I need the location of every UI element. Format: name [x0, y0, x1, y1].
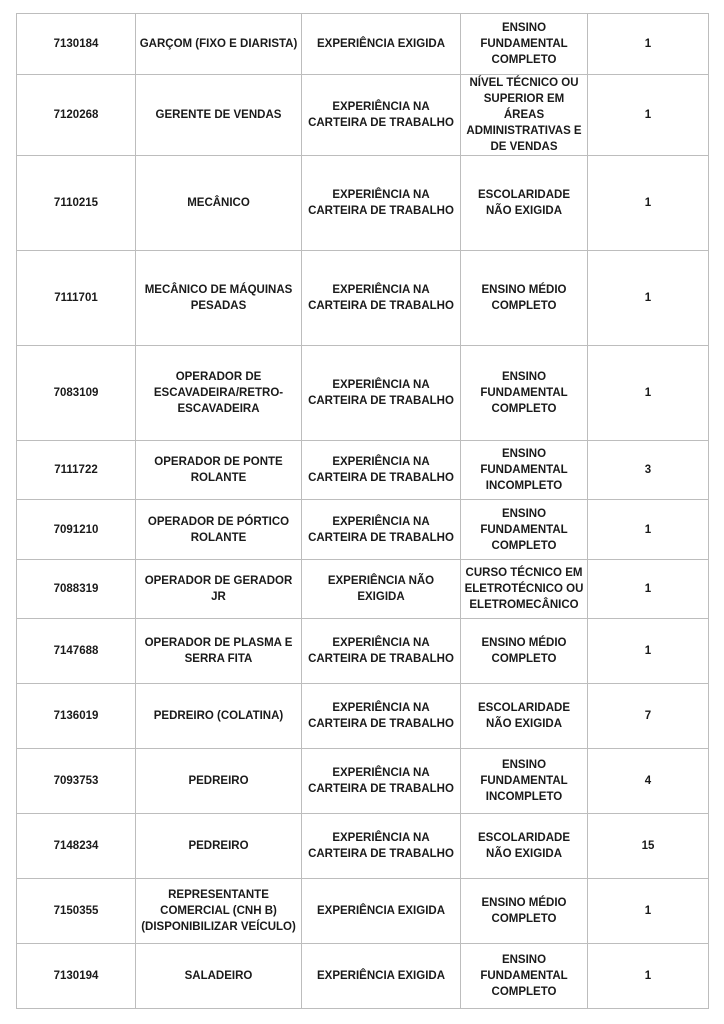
experience-requirement: EXPERIÊNCIA NA CARTEIRA DE TRABALHO [302, 500, 461, 560]
experience-requirement: EXPERIÊNCIA NA CARTEIRA DE TRABALHO [302, 619, 461, 684]
table-row [17, 944, 709, 1009]
table-row [17, 156, 709, 251]
table-row [17, 500, 709, 560]
vacancy-count: 7 [588, 684, 709, 749]
education-requirement: ENSINO FUNDAMENTAL COMPLETO [461, 14, 588, 75]
job-vacancies-table [16, 13, 709, 1009]
table-row [17, 441, 709, 500]
experience-requirement: EXPERIÊNCIA NA CARTEIRA DE TRABALHO [302, 346, 461, 441]
vacancy-code: 7083109 [17, 346, 136, 441]
experience-requirement: EXPERIÊNCIA NA CARTEIRA DE TRABALHO [302, 251, 461, 346]
education-requirement: ENSINO FUNDAMENTAL COMPLETO [461, 346, 588, 441]
experience-requirement: EXPERIÊNCIA NA CARTEIRA DE TRABALHO [302, 749, 461, 814]
job-title: OPERADOR DE PLASMA E SERRA FITA [136, 619, 302, 684]
education-requirement: ENSINO MÉDIO COMPLETO [461, 619, 588, 684]
vacancy-code: 7136019 [17, 684, 136, 749]
experience-requirement: EXPERIÊNCIA NA CARTEIRA DE TRABALHO [302, 684, 461, 749]
vacancy-code: 7088319 [17, 560, 136, 619]
vacancy-code: 7111701 [17, 251, 136, 346]
vacancy-count: 1 [588, 251, 709, 346]
experience-requirement: EXPERIÊNCIA NÃO EXIGIDA [302, 560, 461, 619]
experience-requirement: EXPERIÊNCIA NA CARTEIRA DE TRABALHO [302, 75, 461, 156]
vacancy-count: 15 [588, 814, 709, 879]
job-title: SALADEIRO [136, 944, 302, 1009]
education-requirement: NÍVEL TÉCNICO OU SUPERIOR EM ÁREAS ADMINISTRATIVAS E DE VENDAS [461, 75, 588, 156]
job-title: OPERADOR DE PÓRTICO ROLANTE [136, 500, 302, 560]
job-title: GERENTE DE VENDAS [136, 75, 302, 156]
vacancy-count: 1 [588, 944, 709, 1009]
table-row [17, 749, 709, 814]
vacancy-count: 4 [588, 749, 709, 814]
experience-requirement: EXPERIÊNCIA NA CARTEIRA DE TRABALHO [302, 814, 461, 879]
job-title: MECÂNICO DE MÁQUINAS PESADAS [136, 251, 302, 346]
education-requirement: ENSINO FUNDAMENTAL COMPLETO [461, 944, 588, 1009]
education-requirement: ENSINO MÉDIO COMPLETO [461, 251, 588, 346]
experience-requirement: EXPERIÊNCIA EXIGIDA [302, 14, 461, 75]
vacancy-code: 7150355 [17, 879, 136, 944]
vacancy-count: 1 [588, 619, 709, 684]
table-row [17, 75, 709, 156]
job-title: OPERADOR DE ESCAVADEIRA/RETRO-ESCAVADEIRA [136, 346, 302, 441]
vacancy-code: 7130184 [17, 14, 136, 75]
table-row [17, 346, 709, 441]
vacancy-code: 7147688 [17, 619, 136, 684]
education-requirement: CURSO TÉCNICO EM ELETROTÉCNICO OU ELETROMECÂNICO [461, 560, 588, 619]
job-title: OPERADOR DE GERADOR JR [136, 560, 302, 619]
education-requirement: ESCOLARIDADE NÃO EXIGIDA [461, 684, 588, 749]
experience-requirement: EXPERIÊNCIA EXIGIDA [302, 944, 461, 1009]
vacancy-code: 7093753 [17, 749, 136, 814]
vacancy-code: 7130194 [17, 944, 136, 1009]
job-title: GARÇOM (FIXO E DIARISTA) [136, 14, 302, 75]
table-row [17, 14, 709, 75]
education-requirement: ENSINO MÉDIO COMPLETO [461, 879, 588, 944]
vacancy-code: 7148234 [17, 814, 136, 879]
job-title: PEDREIRO [136, 749, 302, 814]
vacancy-code: 7110215 [17, 156, 136, 251]
job-title: PEDREIRO [136, 814, 302, 879]
vacancy-count: 1 [588, 75, 709, 156]
vacancy-count: 1 [588, 14, 709, 75]
table-row [17, 684, 709, 749]
vacancy-count: 1 [588, 500, 709, 560]
vacancy-count: 1 [588, 156, 709, 251]
vacancy-code: 7091210 [17, 500, 136, 560]
education-requirement: ESCOLARIDADE NÃO EXIGIDA [461, 156, 588, 251]
job-title: OPERADOR DE PONTE ROLANTE [136, 441, 302, 500]
job-title: REPRESENTANTE COMERCIAL (CNH B) (DISPONIBILIZAR VEÍCULO) [136, 879, 302, 944]
table-row [17, 619, 709, 684]
experience-requirement: EXPERIÊNCIA EXIGIDA [302, 879, 461, 944]
vacancy-count: 1 [588, 879, 709, 944]
experience-requirement: EXPERIÊNCIA NA CARTEIRA DE TRABALHO [302, 441, 461, 500]
table-row [17, 251, 709, 346]
vacancy-code: 7111722 [17, 441, 136, 500]
vacancy-count: 3 [588, 441, 709, 500]
experience-requirement: EXPERIÊNCIA NA CARTEIRA DE TRABALHO [302, 156, 461, 251]
table-row [17, 879, 709, 944]
education-requirement: ENSINO FUNDAMENTAL INCOMPLETO [461, 749, 588, 814]
vacancy-code: 7120268 [17, 75, 136, 156]
table-row [17, 814, 709, 879]
education-requirement: ESCOLARIDADE NÃO EXIGIDA [461, 814, 588, 879]
education-requirement: ENSINO FUNDAMENTAL INCOMPLETO [461, 441, 588, 500]
job-title: PEDREIRO (COLATINA) [136, 684, 302, 749]
vacancy-count: 1 [588, 560, 709, 619]
vacancy-count: 1 [588, 346, 709, 441]
table-row [17, 560, 709, 619]
job-title: MECÂNICO [136, 156, 302, 251]
education-requirement: ENSINO FUNDAMENTAL COMPLETO [461, 500, 588, 560]
